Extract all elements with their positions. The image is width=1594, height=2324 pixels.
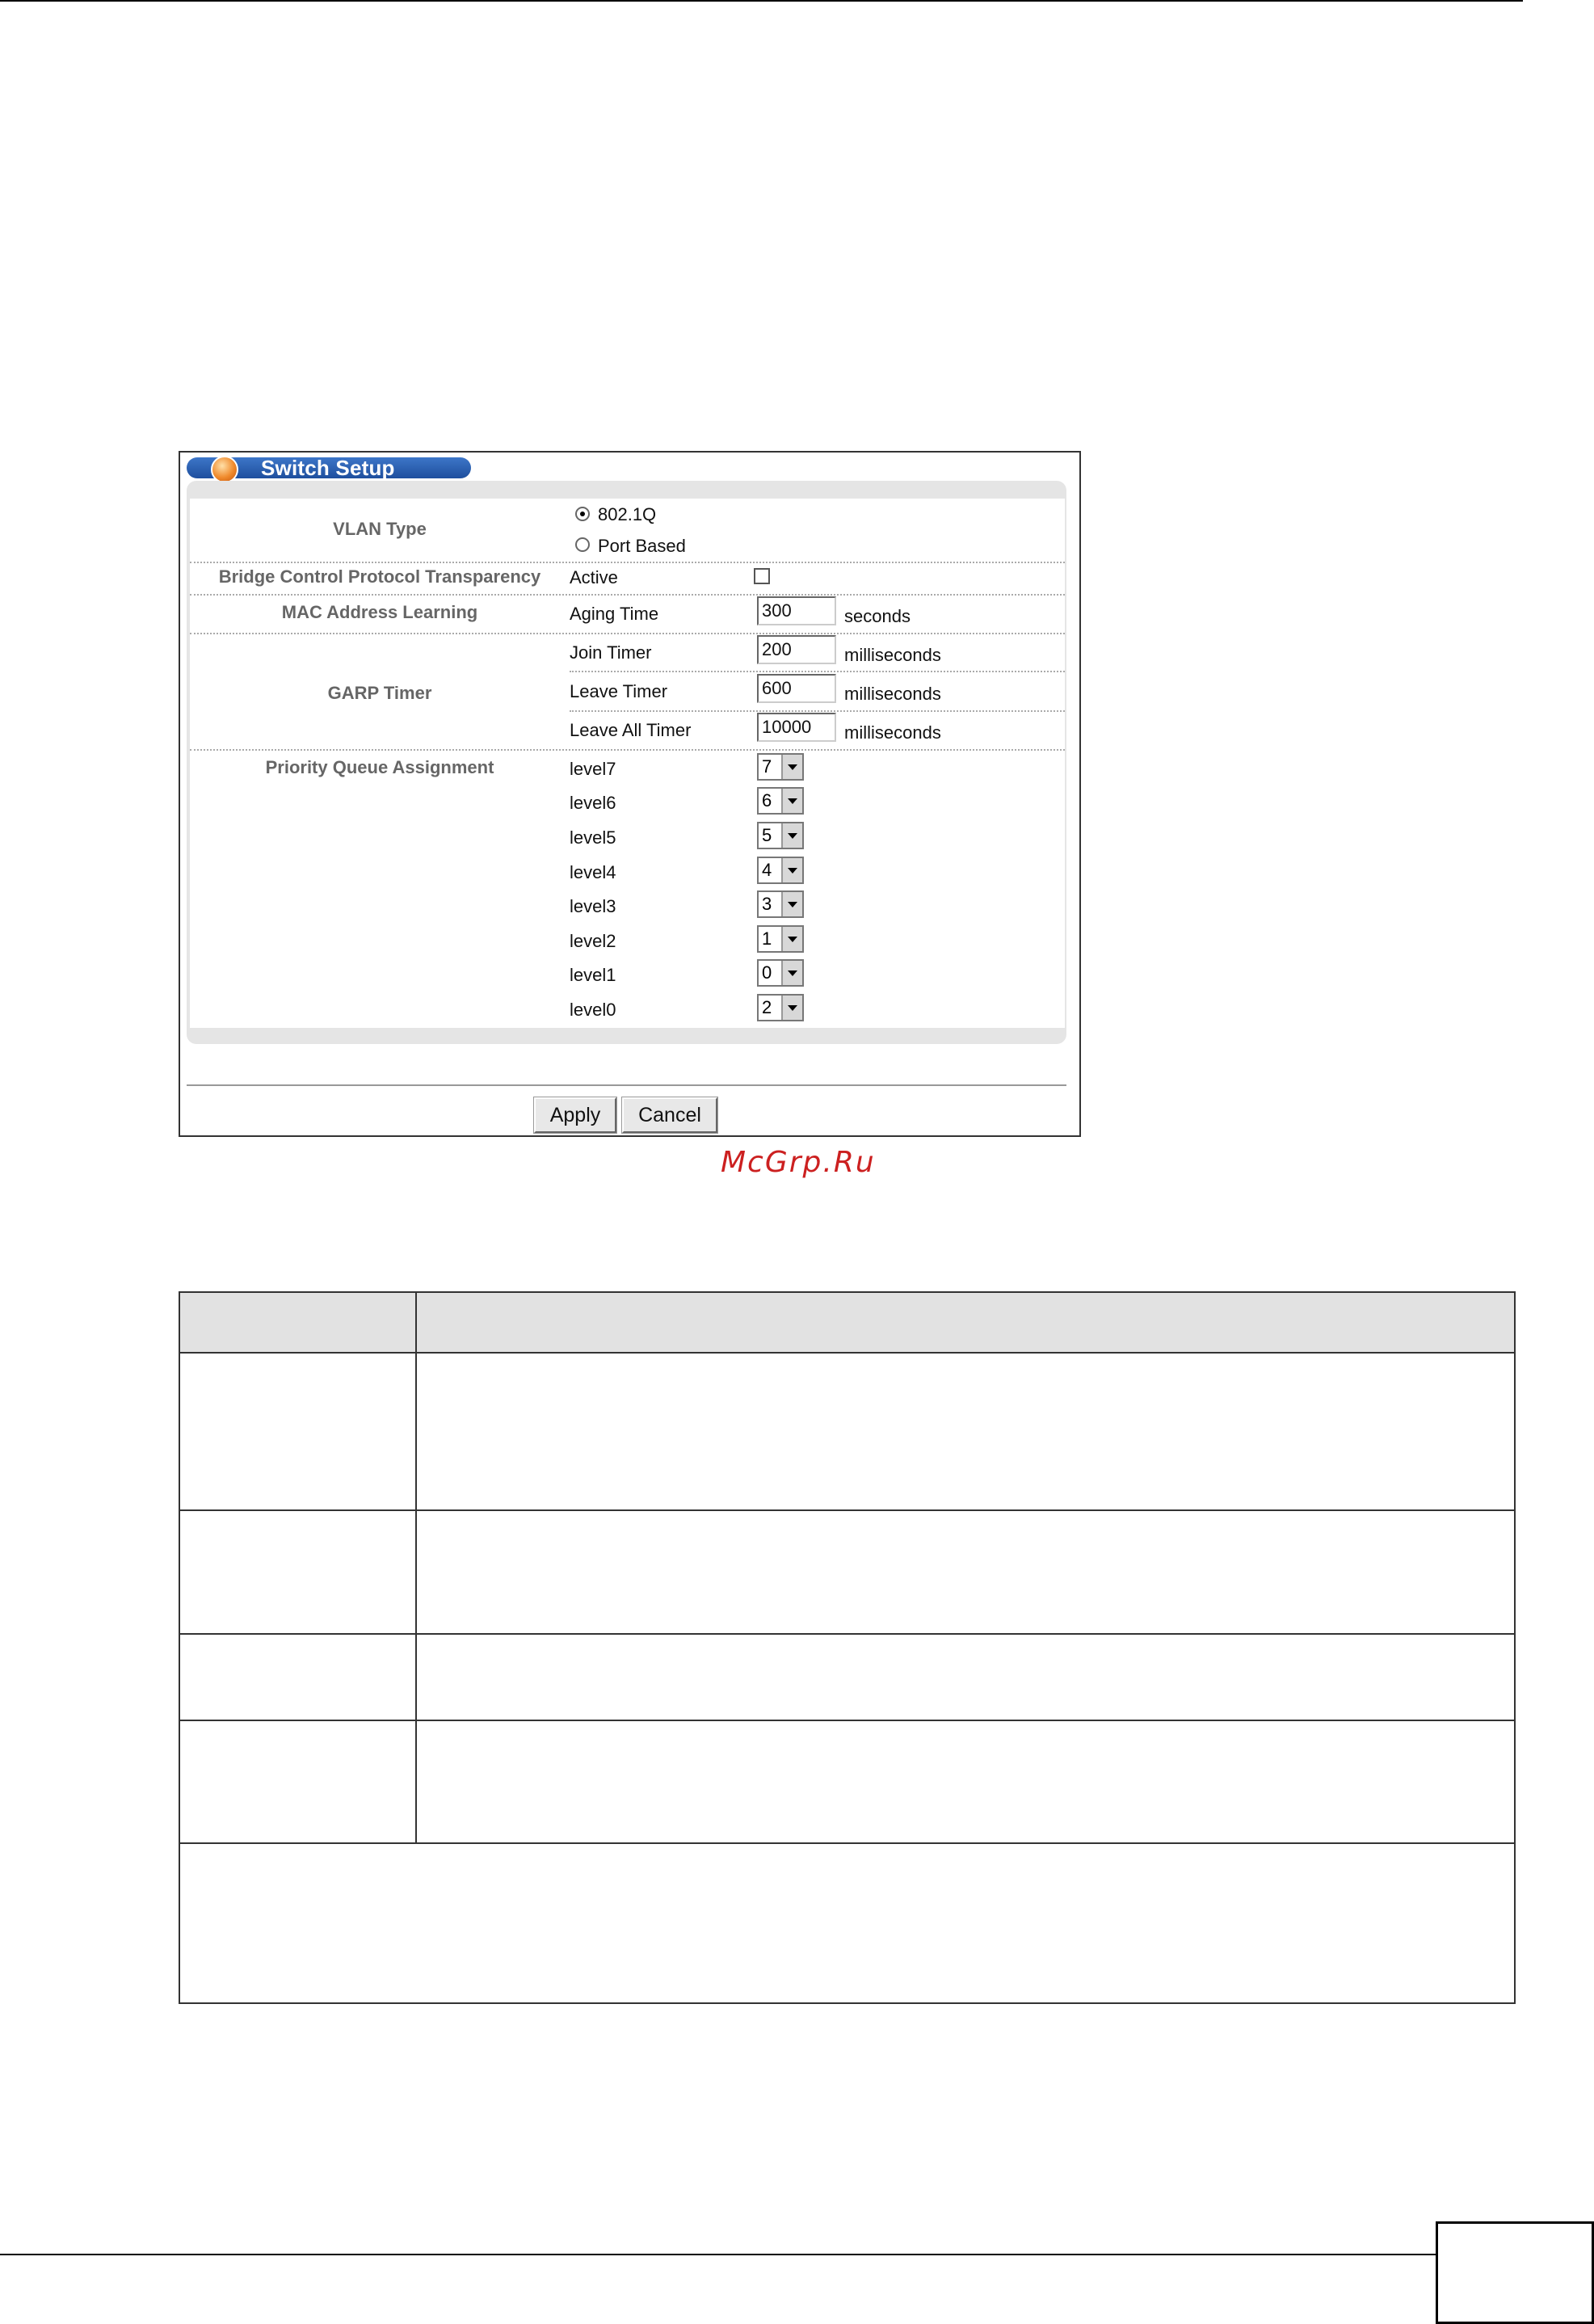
apply-button[interactable]: Apply [534,1097,616,1133]
level2-select[interactable] [757,925,804,953]
row-divider [190,562,1065,563]
level5-label: level5 [570,827,616,848]
level3-select[interactable] [757,890,804,918]
join-timer-unit: milliseconds [844,645,941,665]
description-table [179,1291,1516,2005]
table-border [179,1842,1516,1844]
table-border [179,2002,1516,2004]
aging-time-unit: seconds [844,606,911,626]
bpdu-active-label: Active [570,567,618,587]
chevron-down-icon[interactable] [781,755,802,779]
panel-title-bar [187,457,471,478]
level3-value: 3 [762,894,772,914]
level5-select[interactable] [757,822,804,849]
level4-select[interactable] [757,857,804,884]
row-divider [190,633,1065,634]
level2-value: 1 [762,928,772,949]
leave-timer-label: Leave Timer [570,681,668,701]
level6-label: level6 [570,793,616,813]
level0-select[interactable] [757,994,804,1021]
mac-learning-label: MAC Address Learning [281,602,478,622]
level7-label: level7 [570,759,616,779]
chevron-down-icon[interactable] [781,961,802,985]
radio-8021q[interactable] [575,507,590,521]
level4-value: 4 [762,860,772,880]
table-border [179,1291,180,2004]
orb-icon [211,456,238,483]
table-border [179,1291,1516,1293]
radio-port-based-label: Port Based [598,536,686,556]
row-divider [570,671,1065,672]
bpdu-label: Bridge Control Protocol Transparency [218,566,541,587]
chevron-down-icon[interactable] [781,927,802,951]
chevron-down-icon[interactable] [781,823,802,848]
row-divider [190,594,1065,596]
top-rule [0,0,1523,2]
table-border [179,1509,1516,1511]
level2-label: level2 [570,931,616,951]
garp-timer-label: GARP Timer [327,683,432,703]
page-number-box [1436,2221,1594,2324]
chevron-down-icon[interactable] [781,789,802,813]
priority-queue-label: Priority Queue Assignment [265,757,494,777]
join-timer-input[interactable]: 200 [757,635,836,664]
radio-port-based[interactable] [575,537,590,552]
join-timer-label: Join Timer [570,642,652,663]
level4-label: level4 [570,862,616,882]
level1-label: level1 [570,965,616,985]
bpdu-active-checkbox[interactable] [754,568,770,584]
vlan-type-label: VLAN Type [333,519,427,539]
cancel-button[interactable]: Cancel [622,1097,717,1133]
form-area [190,499,1065,1028]
table-border [1514,1291,1516,2004]
leave-all-timer-input[interactable]: 10000 [757,713,836,742]
chevron-down-icon[interactable] [781,858,802,882]
level1-select[interactable] [757,959,804,987]
chevron-down-icon[interactable] [781,996,802,1020]
table-border [179,1352,1516,1354]
row-divider [190,749,1065,751]
aging-time-input[interactable]: 300 [757,596,836,625]
table-header-row [179,1291,1516,1353]
chevron-down-icon[interactable] [781,892,802,916]
level6-select[interactable] [757,787,804,815]
aging-time-label: Aging Time [570,604,659,624]
level5-value: 5 [762,825,772,845]
switch-setup-panel [179,451,1081,1137]
level7-select[interactable] [757,753,804,781]
footer-rule [0,2254,1523,2255]
table-border [415,1291,417,1844]
radio-8021q-label: 802.1Q [598,504,657,524]
leave-timer-unit: milliseconds [844,684,941,704]
level0-value: 2 [762,997,772,1017]
level6-value: 6 [762,790,772,810]
level7-value: 7 [762,756,772,777]
leave-all-timer-unit: milliseconds [844,722,941,743]
panel-body [187,481,1066,1044]
table-border [179,1720,1516,1721]
level3-label: level3 [570,896,616,916]
row-divider [570,710,1065,712]
level0-label: level0 [570,1000,616,1020]
table-border [179,1633,1516,1635]
leave-all-timer-label: Leave All Timer [570,720,692,740]
level1-value: 0 [762,962,772,983]
panel-title: Switch Setup [261,456,395,480]
leave-timer-input[interactable]: 600 [757,674,836,703]
watermark: McGrp.Ru [721,1146,876,1179]
button-divider [187,1084,1066,1086]
